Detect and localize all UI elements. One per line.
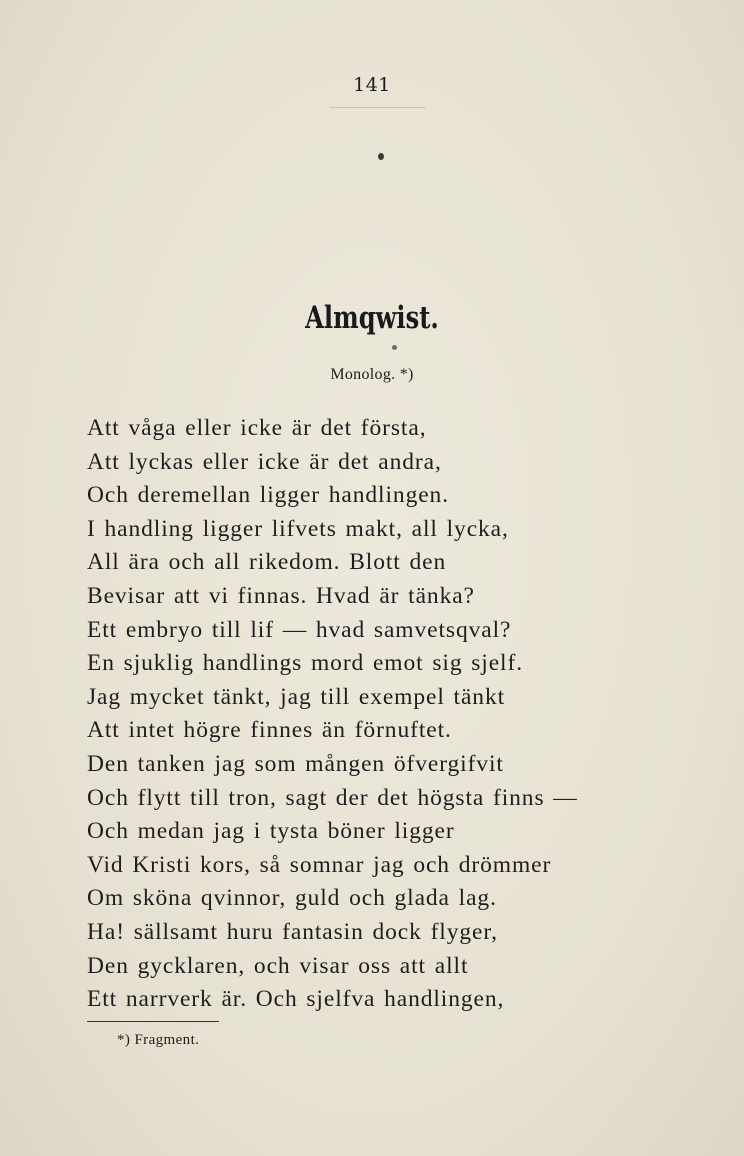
poem-line: Att lyckas eller icke är det andra, (87, 448, 442, 475)
poem-line: All ära och all rikedom. Blott den (87, 549, 447, 576)
poem-line: Bevisar att vi finnas. Hvad är tänka? (87, 582, 475, 609)
poem-line: Ha! sällsamt huru fantasin dock flyger, (87, 918, 498, 945)
page-number: 141 (353, 74, 391, 96)
poem-line: Ett narrverk är. Och sjelfva handlingen, (87, 986, 505, 1013)
poem-line: Om sköna qvinnor, guld och glada lag. (87, 885, 497, 912)
poem-line: Och flytt till tron, sagt der det högsta finns — (87, 784, 578, 811)
poem-line: Att våga eller icke är det första, (87, 415, 427, 441)
poem-title: Almqwist. (305, 300, 439, 336)
poem-subtitle: Monolog. *) (330, 366, 414, 383)
poem-line: Att intet högre finnes än förnuftet. (87, 717, 452, 744)
poem-line: Den gycklaren, och visar oss att allt (87, 952, 469, 979)
poem-line: Och medan jag i tysta böner ligger (87, 818, 455, 845)
header-rule (330, 107, 426, 108)
poem-line: Jag mycket tänkt, jag till exempel tänkt (87, 683, 506, 710)
poem-line: En sjuklig handlings mord emot sig sjelf. (87, 650, 523, 677)
poem-line: Och deremellan ligger handlingen. (87, 482, 449, 509)
poem-body (87, 412, 727, 1017)
poem-line: Ett embryo till lif — hvad samvetsqval? (87, 616, 512, 643)
poem-line: Den tanken jag som mången öfvergifvit (87, 750, 504, 777)
poem-line: I handling ligger lifvets makt, all lycka, (87, 515, 509, 542)
ink-speck (392, 345, 397, 350)
poem-line: Vid Kristi kors, så somnar jag och drömmer (87, 851, 552, 878)
footnote-rule (87, 1021, 219, 1022)
footnote: *) Fragment. (117, 1032, 200, 1048)
ink-speck (378, 153, 384, 160)
